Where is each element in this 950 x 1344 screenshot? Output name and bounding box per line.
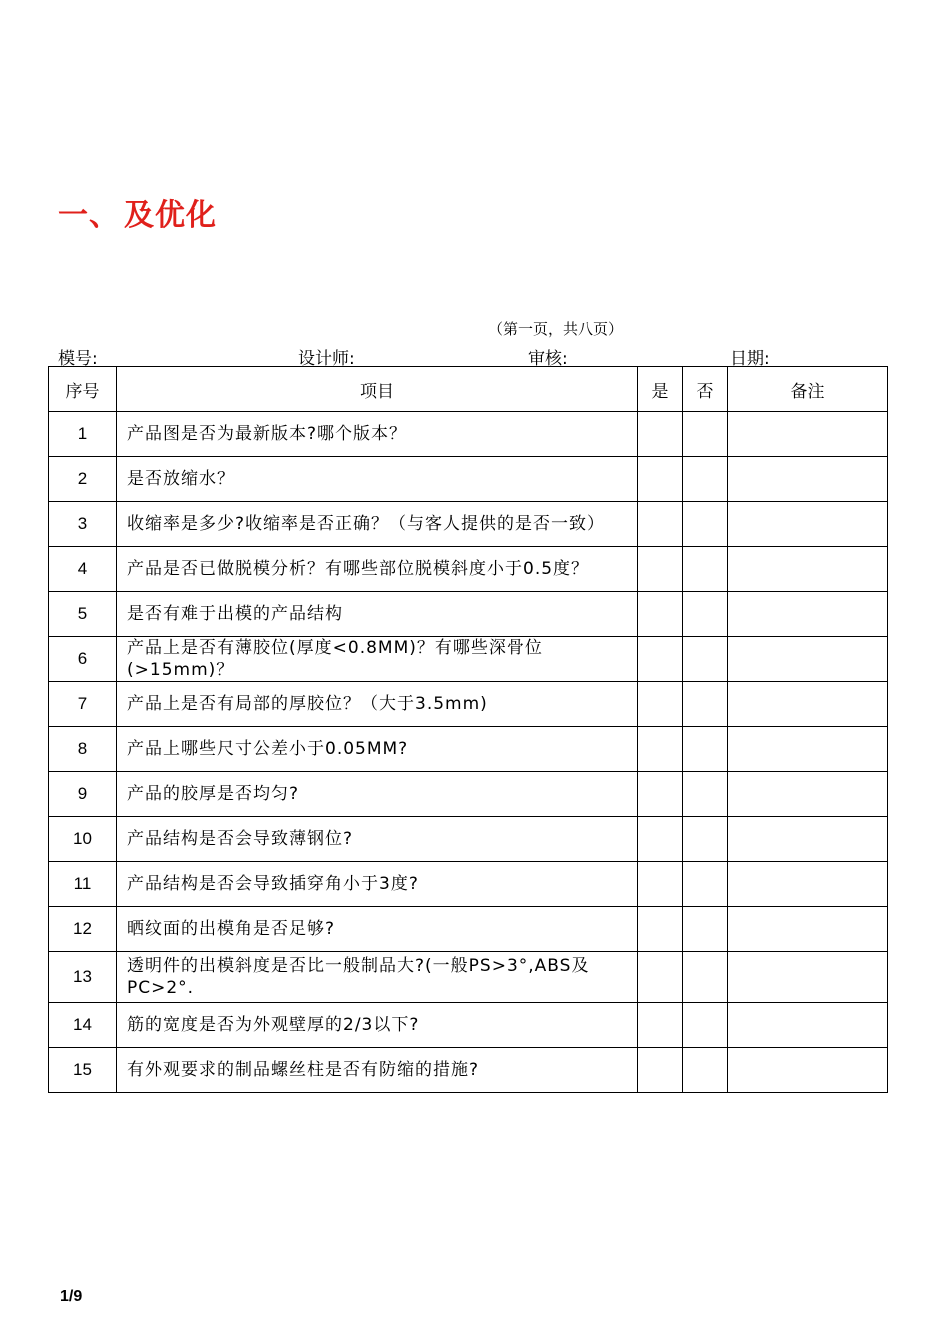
remark-cell[interactable]	[728, 862, 888, 907]
row-item: 是否有难于出模的产品结构	[117, 592, 638, 637]
section-number: 一、	[58, 198, 120, 233]
row-item: 筋的宽度是否为外观壁厚的2/3以下?	[117, 1003, 638, 1048]
table-row	[49, 817, 888, 862]
remark-cell[interactable]	[728, 412, 888, 457]
section-heading	[58, 190, 217, 234]
remark-cell[interactable]	[728, 457, 888, 502]
row-item: 有外观要求的制品螺丝柱是否有防缩的措施?	[117, 1048, 638, 1093]
row-index: 7	[49, 682, 117, 727]
designer-label: 设计师:	[298, 349, 355, 369]
yes-cell[interactable]	[638, 637, 683, 682]
row-item: 产品结构是否会导致薄钢位?	[117, 817, 638, 862]
row-item: 产品上是否有薄胶位(厚度<0.8MM)？有哪些深骨位(>15mm)？	[117, 637, 638, 682]
yes-cell[interactable]	[638, 952, 683, 1003]
row-item: 产品是否已做脱模分析？有哪些部位脱模斜度小于0.5度？	[117, 547, 638, 592]
no-cell[interactable]	[683, 682, 728, 727]
yes-cell[interactable]	[638, 862, 683, 907]
row-index: 14	[49, 1003, 117, 1048]
header-item: 项目	[117, 367, 638, 412]
row-item: 产品图是否为最新版本?哪个版本？	[117, 412, 638, 457]
page-count-note: （第一页，共八页）	[488, 320, 624, 338]
row-item: 透明件的出模斜度是否比一般制品大?(一般PS>3°,ABS及PC>2°.	[117, 952, 638, 1003]
remark-cell[interactable]	[728, 952, 888, 1003]
reviewer-label: 审核:	[528, 349, 568, 369]
no-cell[interactable]	[683, 457, 728, 502]
yes-cell[interactable]	[638, 457, 683, 502]
no-cell[interactable]	[683, 817, 728, 862]
yes-cell[interactable]	[638, 817, 683, 862]
no-cell[interactable]	[683, 412, 728, 457]
no-cell[interactable]	[683, 1003, 728, 1048]
table-row	[49, 502, 888, 547]
table-row	[49, 592, 888, 637]
row-item: 产品结构是否会导致插穿角小于3度?	[117, 862, 638, 907]
table-row	[49, 412, 888, 457]
header-no: 否	[683, 367, 728, 412]
row-index: 10	[49, 817, 117, 862]
yes-cell[interactable]	[638, 907, 683, 952]
remark-cell[interactable]	[728, 682, 888, 727]
table-row	[49, 637, 888, 682]
row-item: 是否放缩水？	[117, 457, 638, 502]
row-index: 12	[49, 907, 117, 952]
no-cell[interactable]	[683, 772, 728, 817]
table-row	[49, 907, 888, 952]
remark-cell[interactable]	[728, 1048, 888, 1093]
row-index: 3	[49, 502, 117, 547]
remark-cell[interactable]	[728, 1003, 888, 1048]
row-index: 15	[49, 1048, 117, 1093]
remark-cell[interactable]	[728, 592, 888, 637]
table-row	[49, 727, 888, 772]
yes-cell[interactable]	[638, 592, 683, 637]
no-cell[interactable]	[683, 1048, 728, 1093]
table-row	[49, 772, 888, 817]
remark-cell[interactable]	[728, 727, 888, 772]
row-item: 产品的胶厚是否均匀?	[117, 772, 638, 817]
remark-cell[interactable]	[728, 772, 888, 817]
no-cell[interactable]	[683, 592, 728, 637]
section-title: 及优化	[124, 198, 217, 233]
yes-cell[interactable]	[638, 412, 683, 457]
yes-cell[interactable]	[638, 1003, 683, 1048]
yes-cell[interactable]	[638, 772, 683, 817]
row-index: 6	[49, 637, 117, 682]
table-row	[49, 862, 888, 907]
no-cell[interactable]	[683, 952, 728, 1003]
table-row	[49, 952, 888, 1003]
yes-cell[interactable]	[638, 502, 683, 547]
table-row	[49, 1048, 888, 1093]
no-cell[interactable]	[683, 502, 728, 547]
row-index: 11	[49, 862, 117, 907]
remark-cell[interactable]	[728, 502, 888, 547]
row-index: 4	[49, 547, 117, 592]
row-index: 5	[49, 592, 117, 637]
no-cell[interactable]	[683, 862, 728, 907]
table-row	[49, 547, 888, 592]
row-index: 2	[49, 457, 117, 502]
remark-cell[interactable]	[728, 637, 888, 682]
row-item: 产品上哪些尺寸公差小于0.05MM?	[117, 727, 638, 772]
row-index: 13	[49, 952, 117, 1003]
no-cell[interactable]	[683, 907, 728, 952]
remark-cell[interactable]	[728, 817, 888, 862]
yes-cell[interactable]	[638, 727, 683, 772]
row-item: 产品上是否有局部的厚胶位？（大于3.5mm)	[117, 682, 638, 727]
no-cell[interactable]	[683, 637, 728, 682]
header-remark: 备注	[728, 367, 888, 412]
header-index: 序号	[49, 367, 117, 412]
no-cell[interactable]	[683, 547, 728, 592]
remark-cell[interactable]	[728, 547, 888, 592]
row-item: 收缩率是多少?收缩率是否正确？（与客人提供的是否一致）	[117, 502, 638, 547]
checklist-table	[48, 366, 888, 1093]
table-row	[49, 457, 888, 502]
date-label: 日期:	[730, 349, 770, 369]
row-index: 1	[49, 412, 117, 457]
model-number-label: 模号:	[58, 349, 98, 369]
table-header-row	[49, 367, 888, 412]
row-index: 8	[49, 727, 117, 772]
table-row	[49, 1003, 888, 1048]
header-yes: 是	[638, 367, 683, 412]
no-cell[interactable]	[683, 727, 728, 772]
yes-cell[interactable]	[638, 1048, 683, 1093]
yes-cell[interactable]	[638, 547, 683, 592]
remark-cell[interactable]	[728, 907, 888, 952]
row-index: 9	[49, 772, 117, 817]
table-row	[49, 682, 888, 727]
page-indicator: 1/9	[60, 1288, 83, 1305]
row-item: 晒纹面的出模角是否足够?	[117, 907, 638, 952]
yes-cell[interactable]	[638, 682, 683, 727]
